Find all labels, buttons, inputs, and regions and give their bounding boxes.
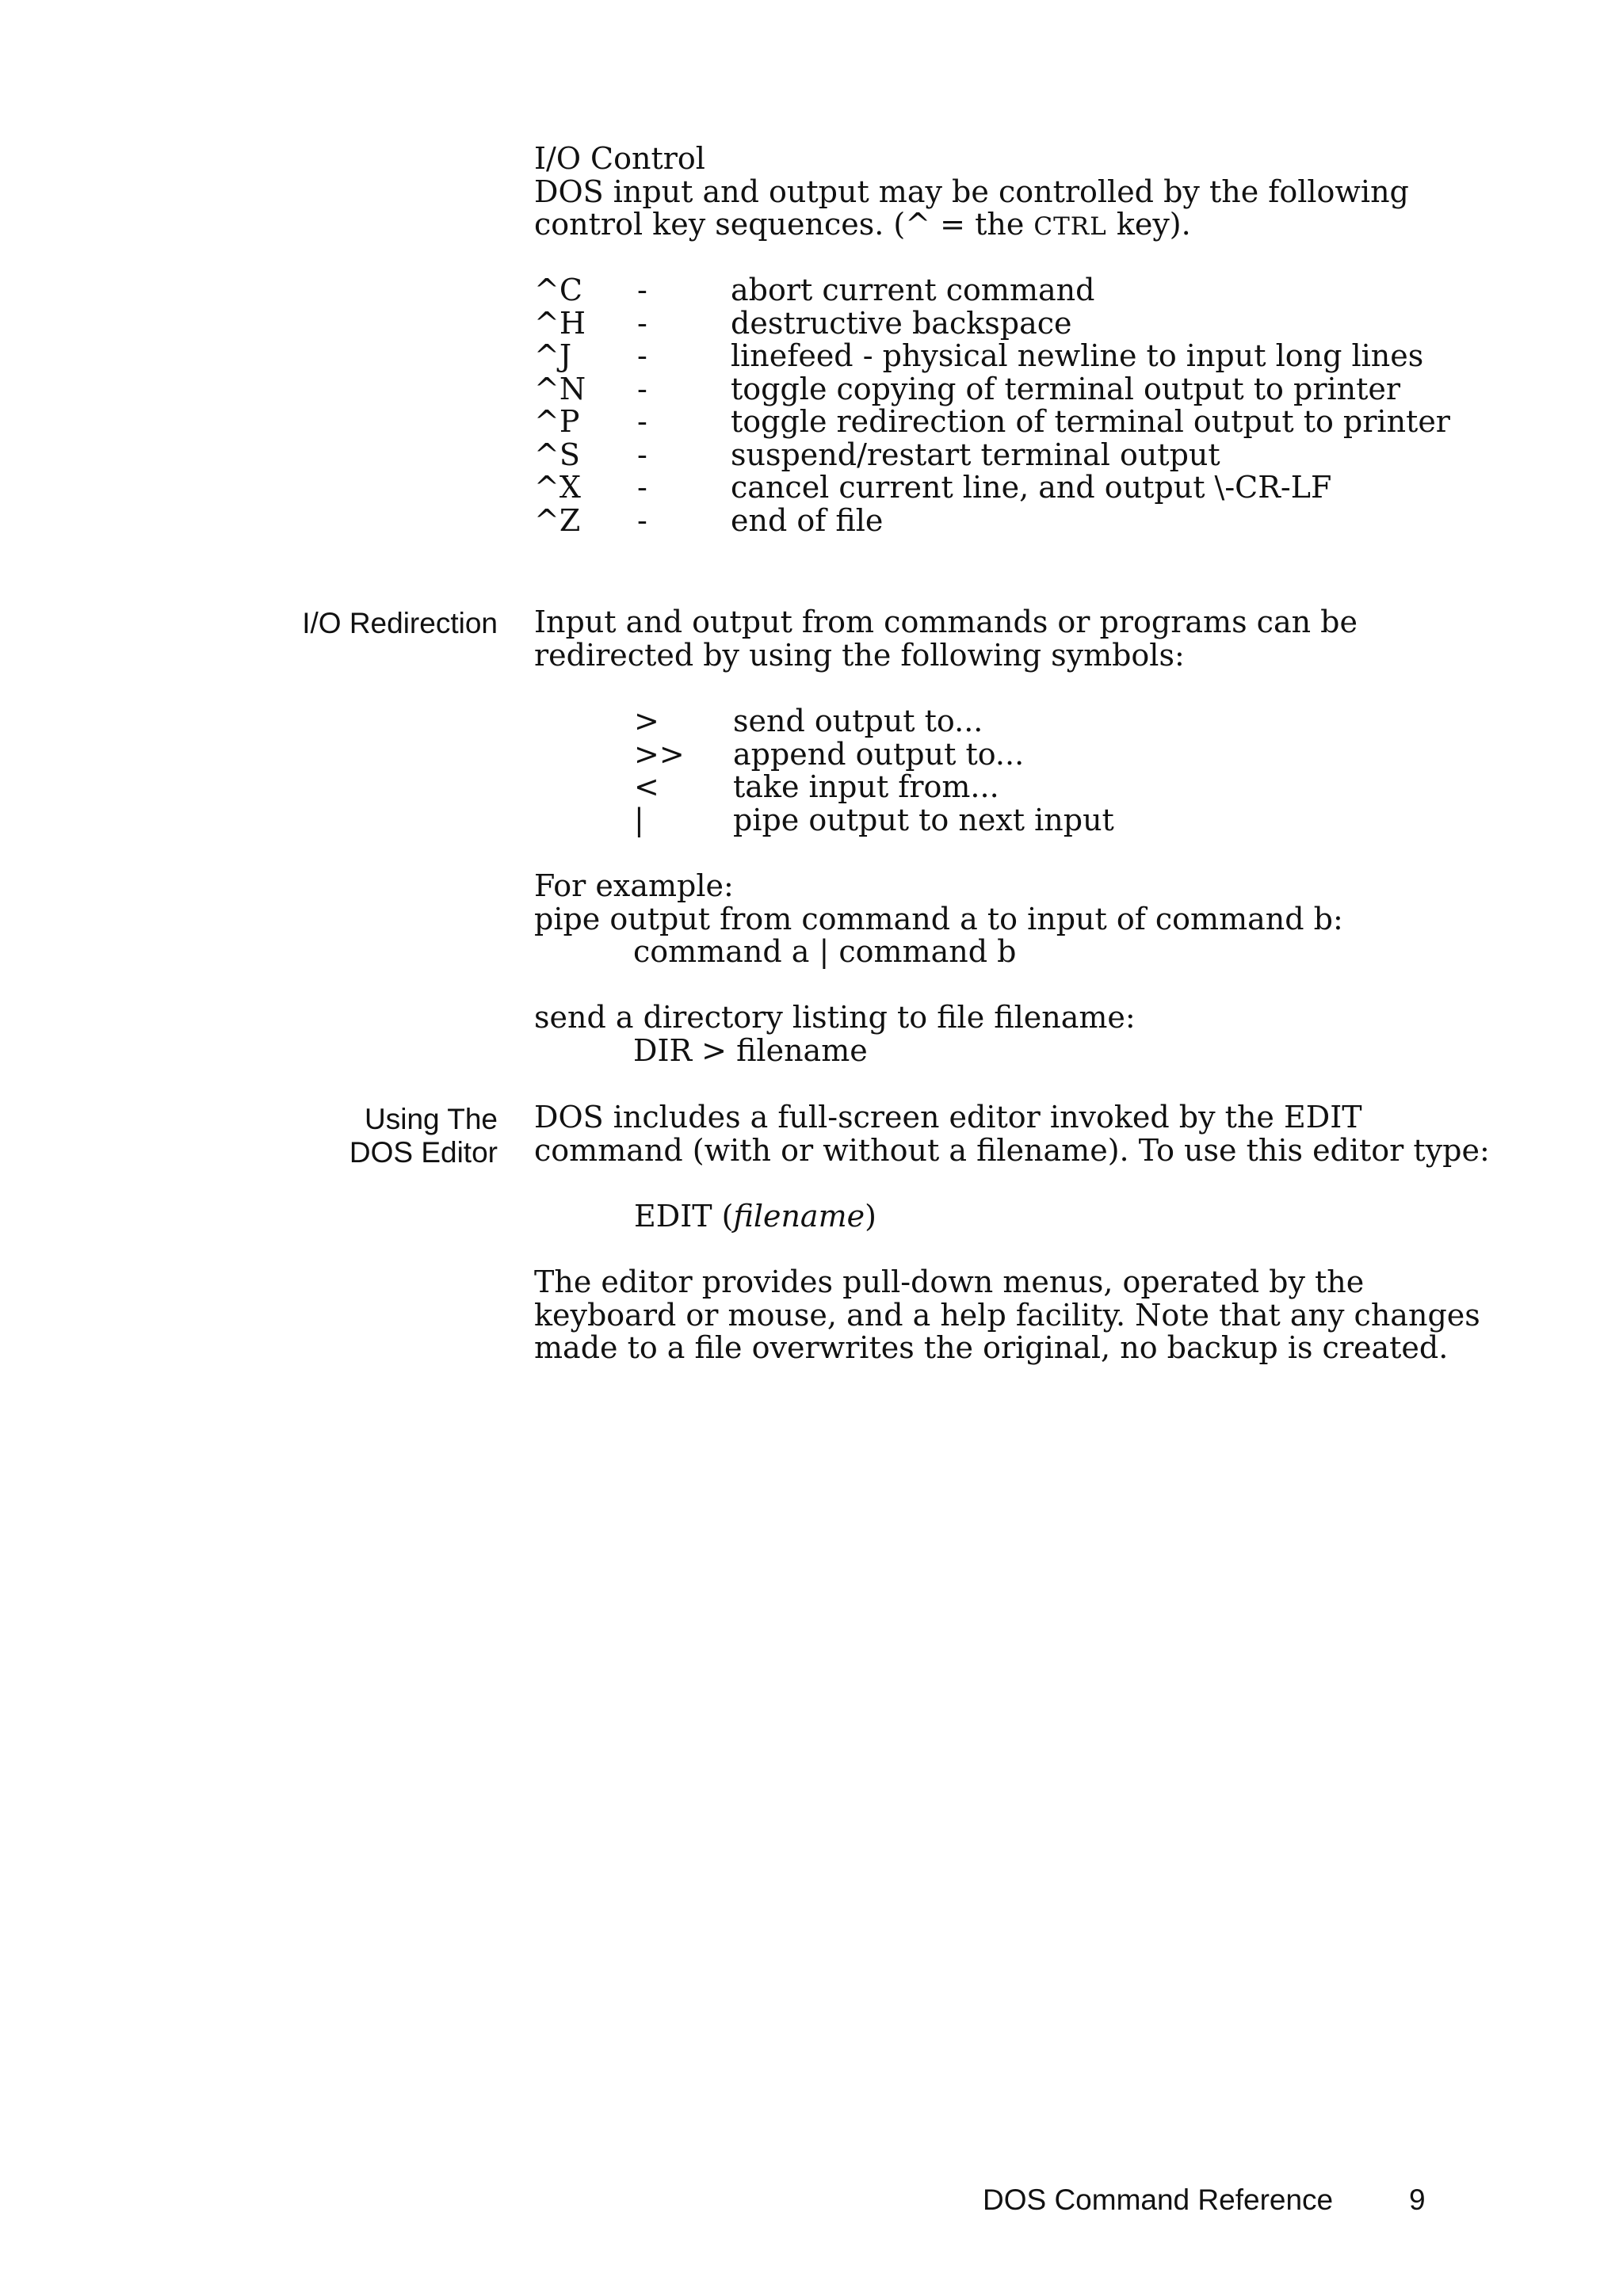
control-key-row <box>534 373 1564 406</box>
control-key-row <box>534 502 1564 538</box>
redirection-description: append output to... <box>733 736 1025 772</box>
control-key-description: toggle redirection of terminal output to printer <box>731 404 1450 439</box>
section-heading: I/O Control <box>534 141 705 176</box>
control-key: ^P <box>534 404 580 439</box>
redirection-symbol-row <box>634 738 1506 772</box>
redirection-examples <box>534 870 1343 1067</box>
control-key-row <box>534 307 1564 341</box>
dos-editor-intro <box>534 1101 1490 1167</box>
control-key-description: toggle copying of terminal output to printer <box>731 371 1401 406</box>
separator-dash: - <box>637 502 647 538</box>
control-key: ^Z <box>534 502 581 538</box>
control-key: ^C <box>534 273 582 307</box>
separator-dash: - <box>637 437 647 472</box>
paragraph-line: The editor provides pull-down menus, operated by the <box>534 1264 1365 1299</box>
control-key-description: abort current command <box>731 273 1095 307</box>
example-command: command a | command b <box>633 934 1017 969</box>
page-number: 9 <box>1409 2183 1426 2216</box>
control-key-row <box>534 471 1564 505</box>
paragraph-line: made to a file overwrites the original, no backup is created. <box>534 1330 1449 1365</box>
paragraph-line: DOS input and output may be controlled by the following <box>534 174 1409 209</box>
control-key-description: cancel current line, and output \-CR-LF <box>731 470 1332 505</box>
redirection-description: send output to... <box>733 704 983 738</box>
control-key: ^X <box>534 470 581 505</box>
filename-argument: filename <box>733 1199 865 1234</box>
io-redirection-intro <box>534 606 1358 672</box>
redirection-symbol-row <box>634 771 1506 804</box>
paragraph-line: DOS includes a full-screen editor invoked by the EDIT <box>534 1100 1362 1135</box>
paragraph-line: control key sequences. (^ = the CTRL key). <box>534 207 1191 242</box>
control-key-description: end of file <box>731 502 884 538</box>
control-key-description: suspend/restart terminal output <box>731 437 1220 472</box>
control-key-table <box>534 274 1564 537</box>
paragraph-line: command (with or without a filename). To use this editor type: <box>534 1132 1490 1168</box>
separator-dash: - <box>637 338 647 373</box>
separator-dash: - <box>637 404 647 439</box>
control-key-row <box>534 406 1564 439</box>
dos-editor-margin-label: Using The DOS Editor <box>349 1103 498 1169</box>
control-key-row <box>534 340 1564 373</box>
redirection-description: pipe output to next input <box>733 802 1114 837</box>
ctrl-key-label: CTRL <box>1033 212 1107 241</box>
control-key: ^S <box>534 437 580 472</box>
redirection-symbol-table <box>634 705 1506 837</box>
separator-dash: - <box>637 470 647 505</box>
control-key: ^H <box>534 305 586 341</box>
paragraph-line: keyboard or mouse, and a help facility. Note that any changes <box>534 1297 1480 1333</box>
footer-title: DOS Command Reference <box>983 2183 1334 2216</box>
separator-dash: - <box>637 273 647 307</box>
control-key-row <box>534 439 1564 472</box>
io-redirection-margin-label: I/O Redirection <box>302 607 498 639</box>
example-description: send a directory listing to file filename: <box>534 1000 1136 1035</box>
redirection-symbol: > <box>634 704 659 738</box>
io-control-section <box>534 143 1409 244</box>
edit-command-example: EDIT (filename) <box>634 1199 876 1234</box>
example-command: DIR > filename <box>633 1032 868 1068</box>
redirection-description: take input from... <box>733 769 999 804</box>
example-heading: For example: <box>534 868 734 903</box>
redirection-symbol: | <box>634 802 644 837</box>
control-key: ^N <box>534 371 586 406</box>
redirection-symbol: < <box>634 769 659 804</box>
control-key-description: linefeed - physical newline to input long lines <box>731 338 1424 373</box>
paragraph-line: redirected by using the following symbols: <box>534 637 1185 673</box>
control-key-row <box>534 274 1564 307</box>
separator-dash: - <box>637 305 647 341</box>
dos-editor-paragraph <box>534 1266 1480 1365</box>
control-key: ^J <box>534 338 572 373</box>
separator-dash: - <box>637 371 647 406</box>
redirection-symbol: >> <box>634 736 685 772</box>
control-key-description: destructive backspace <box>731 305 1072 341</box>
redirection-symbol-row <box>634 804 1506 837</box>
example-description: pipe output from command a to input of command b: <box>534 901 1343 936</box>
blank-line <box>534 969 1343 1002</box>
paragraph-line: Input and output from commands or programs can be <box>534 605 1358 639</box>
redirection-symbol-row <box>634 705 1506 738</box>
